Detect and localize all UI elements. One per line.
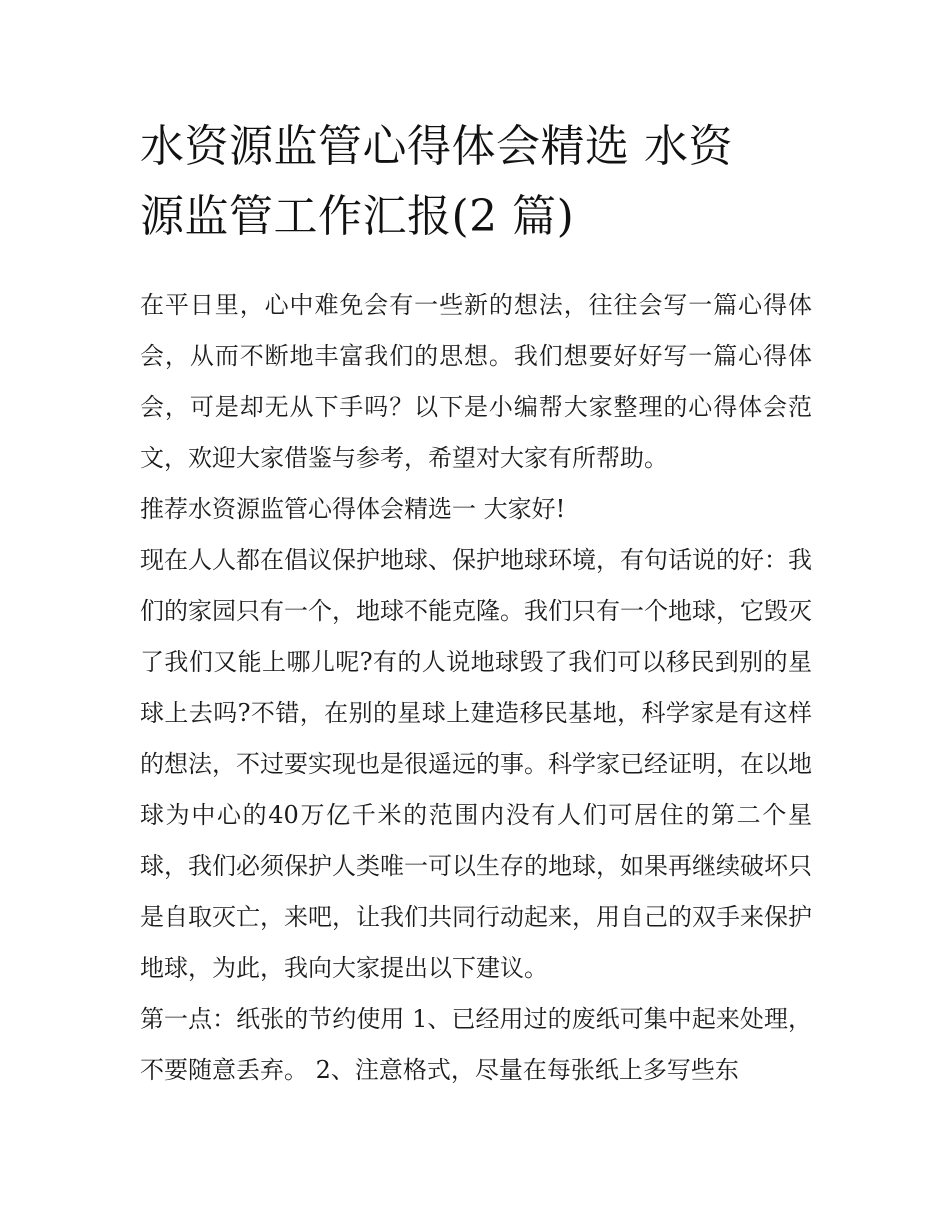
section-heading-paragraph: 推荐水资源监管心得体会精选一 大家好!: [140, 495, 566, 523]
title-line-1: 水资源监管心得体会精选 水资: [140, 121, 733, 172]
document-title: [140, 112, 812, 260]
document-body: [140, 112, 812, 1096]
body-paragraph: 现在人人都在倡议保护地球、保护地球环境，有句话说的好：我们的家园只有一个，地球不能克隆。我们只有一个地球，它毁灭了我们又能上哪儿呢?有的人说地球毁了我们可以移民到别的星球上去吗?不错，在别的星球上建造移民基地，科学家是有这样的想法，不过要实现也是很遥远的事。科学家已经证明，在以地球为中心的40万亿千米的范围内没有人们可居住的第二个星球，我们必须保护人类唯一可以生存的地球，如果再继续破坏只是自取灭亡，来吧，让我们共同行动起来，用自己的双手来保护地球，为此，我向大家提出以下建议。: [140, 546, 812, 982]
title-line-2: 源监管工作汇报(2 篇): [140, 191, 575, 242]
point-one-paragraph: 第一点：纸张的节约使用 1、已经用过的废纸可集中起来处理，不要随意丢弃。 2、注意格式，尽量在每张纸上多写些东: [140, 1005, 812, 1084]
intro-paragraph: 在平日里，心中难免会有一些新的想法，往往会写一篇心得体会，从而不断地丰富我们的思想。我们想要好好写一篇心得体会，可是却无从下手吗？以下是小编帮大家整理的心得体会范文，欢迎大家借鉴与参考，希望对大家有所帮助。: [140, 291, 812, 472]
